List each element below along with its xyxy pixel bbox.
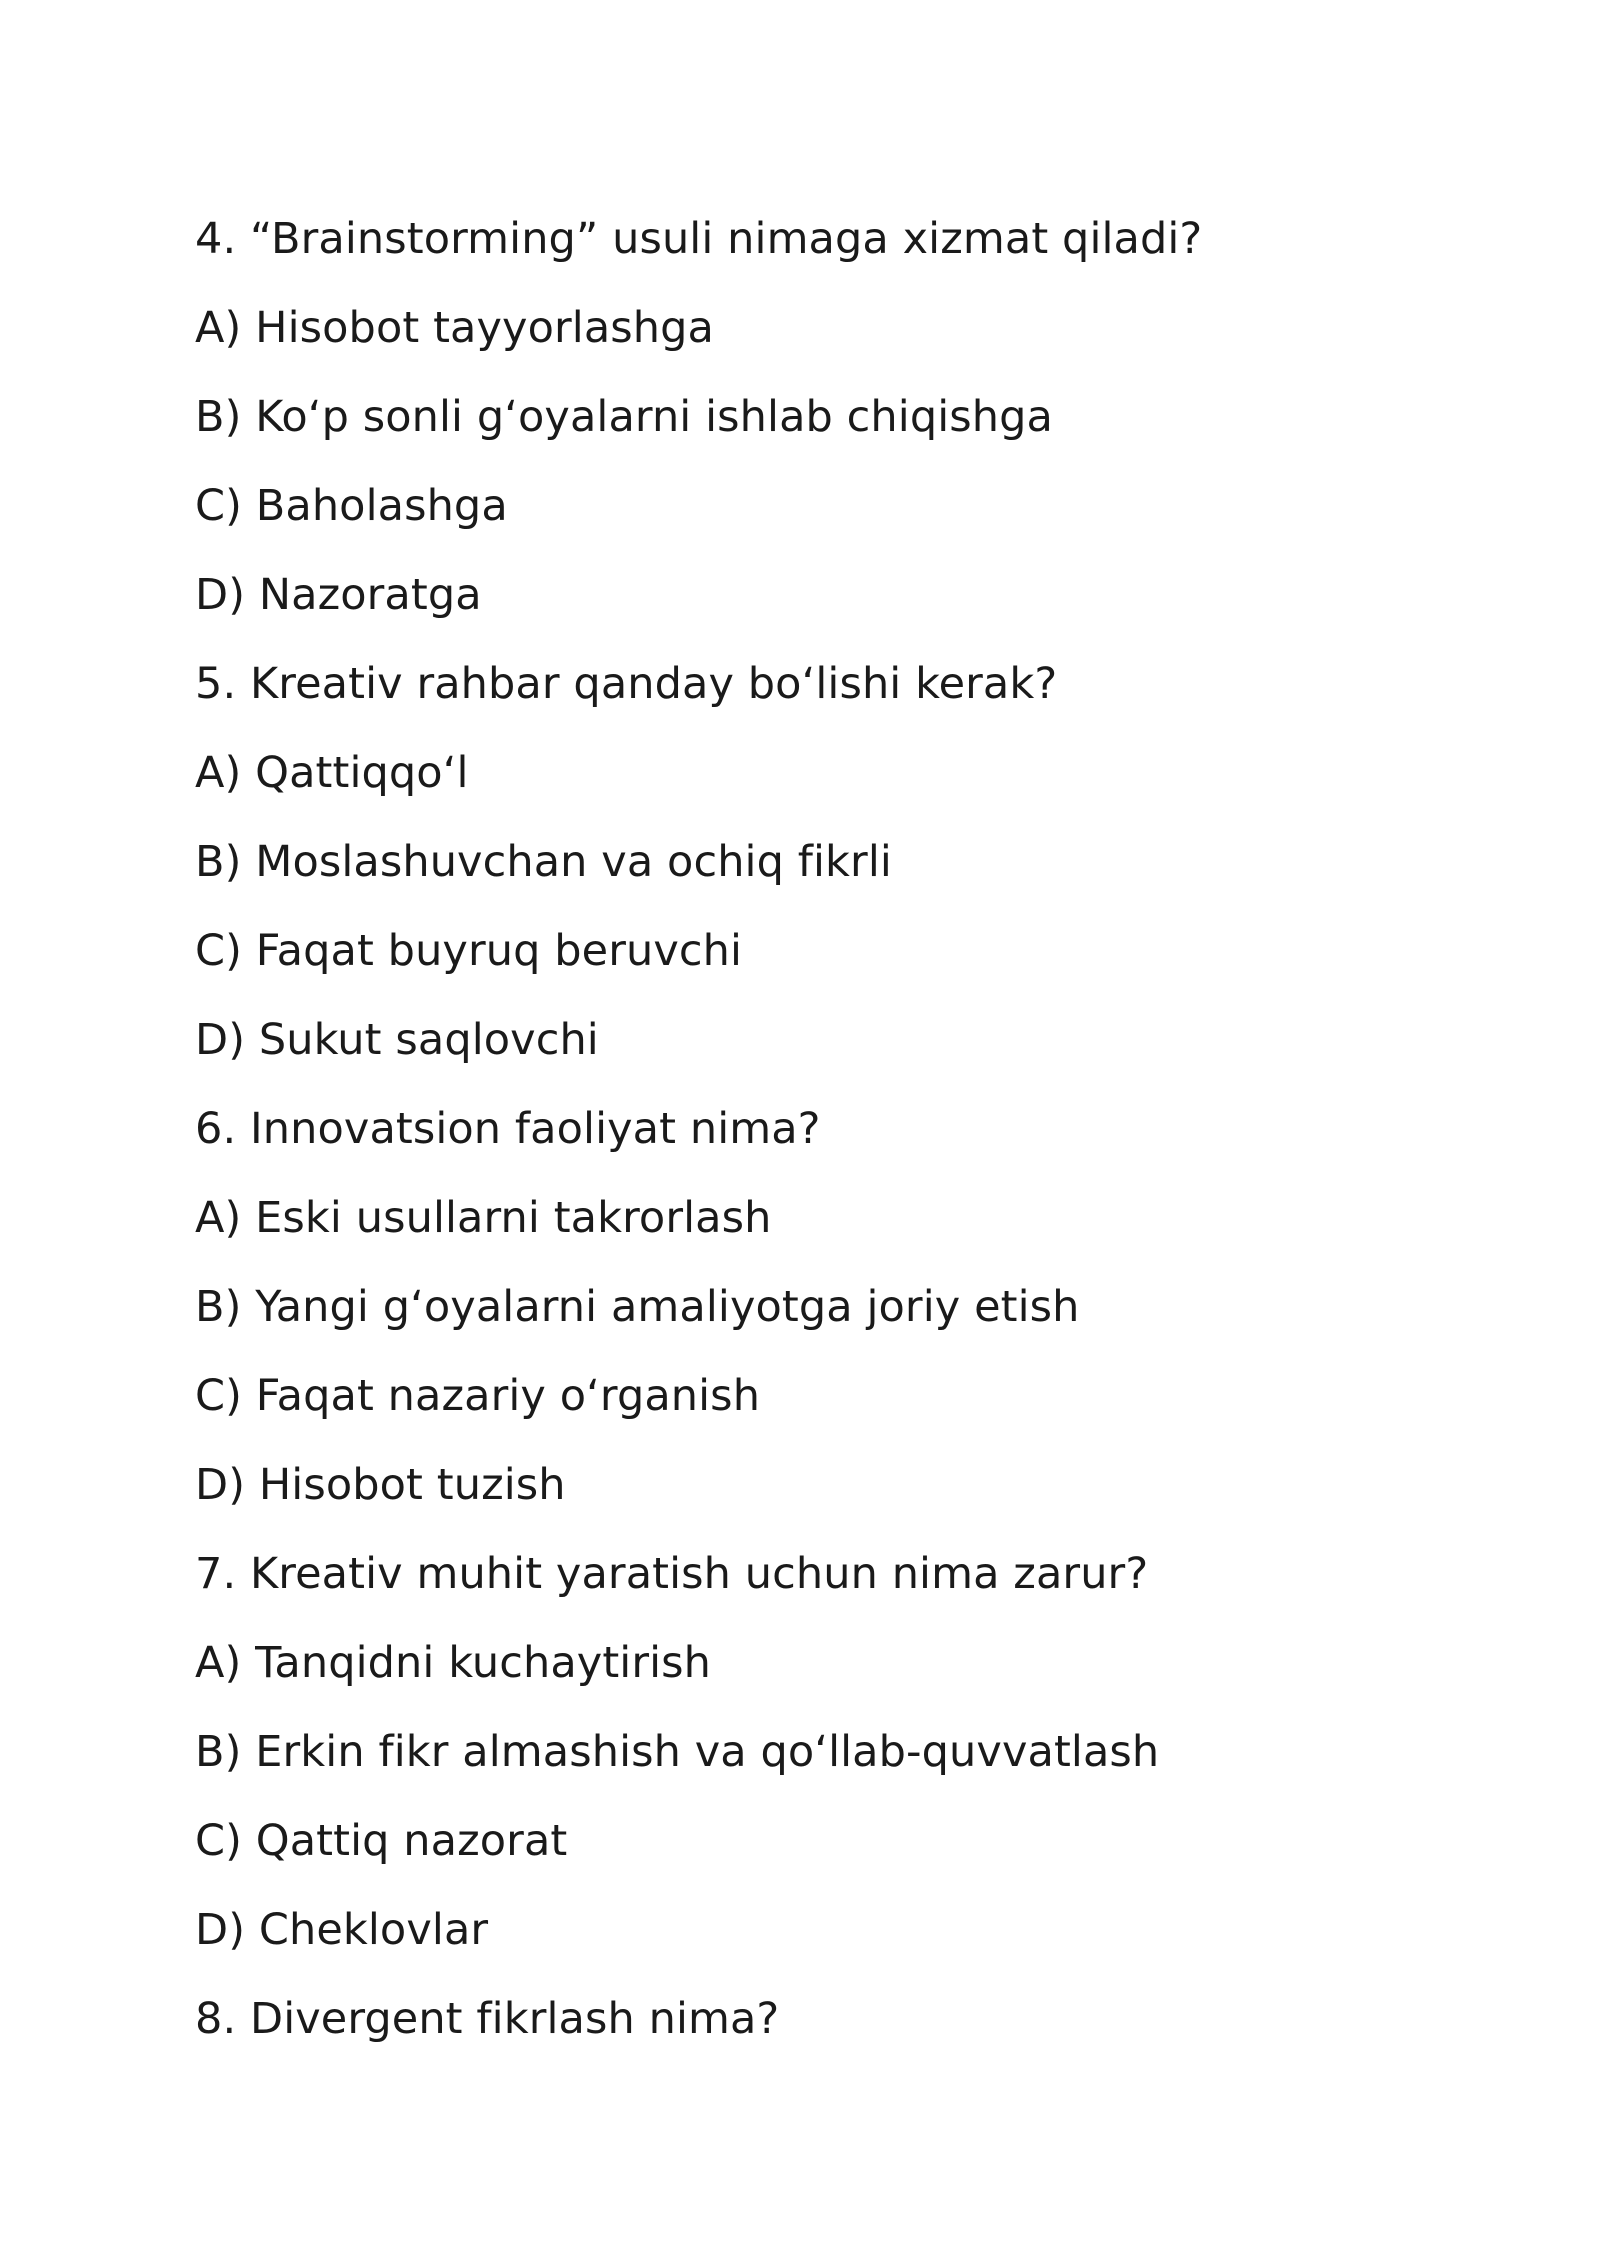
question-6-option-c: C) Faqat nazariy oʻrganish xyxy=(195,1371,761,1421)
question-4-option-a: A) Hisobot tayyorlashga xyxy=(195,303,714,353)
question-5-option-a: A) Qattiqqoʻl xyxy=(195,748,469,798)
question-7-option-a: A) Tanqidni kuchaytirish xyxy=(195,1638,712,1688)
question-4: 4. “Brainstorming” usuli nimaga xizmat qiladi? xyxy=(195,214,1203,264)
question-6-option-a: A) Eski usullarni takrorlash xyxy=(195,1193,772,1243)
question-4-option-d: D) Nazoratga xyxy=(195,570,482,620)
question-6-option-b: B) Yangi gʻoyalarni amaliyotga joriy etish xyxy=(195,1282,1080,1332)
question-5: 5. Kreativ rahbar qanday boʻlishi kerak? xyxy=(195,659,1058,709)
question-7-option-b: B) Erkin fikr almashish va qoʻllab-quvvatlash xyxy=(195,1727,1160,1777)
question-5-option-c: C) Faqat buyruq beruvchi xyxy=(195,926,743,976)
question-5-option-d: D) Sukut saqlovchi xyxy=(195,1015,599,1065)
question-7: 7. Kreativ muhit yaratish uchun nima zarur? xyxy=(195,1549,1149,1599)
question-4-option-c: C) Baholashga xyxy=(195,481,508,531)
question-6-option-d: D) Hisobot tuzish xyxy=(195,1460,566,1510)
question-8: 8. Divergent fikrlash nima? xyxy=(195,1994,780,2044)
question-5-option-b: B) Moslashuvchan va ochiq fikrli xyxy=(195,837,892,887)
question-7-option-d: D) Cheklovlar xyxy=(195,1905,489,1955)
question-7-option-c: C) Qattiq nazorat xyxy=(195,1816,568,1866)
quiz-list xyxy=(195,195,1445,2064)
question-6: 6. Innovatsion faoliyat nima? xyxy=(195,1104,821,1154)
question-4-option-b: B) Koʻp sonli gʻoyalarni ishlab chiqishga xyxy=(195,392,1053,442)
